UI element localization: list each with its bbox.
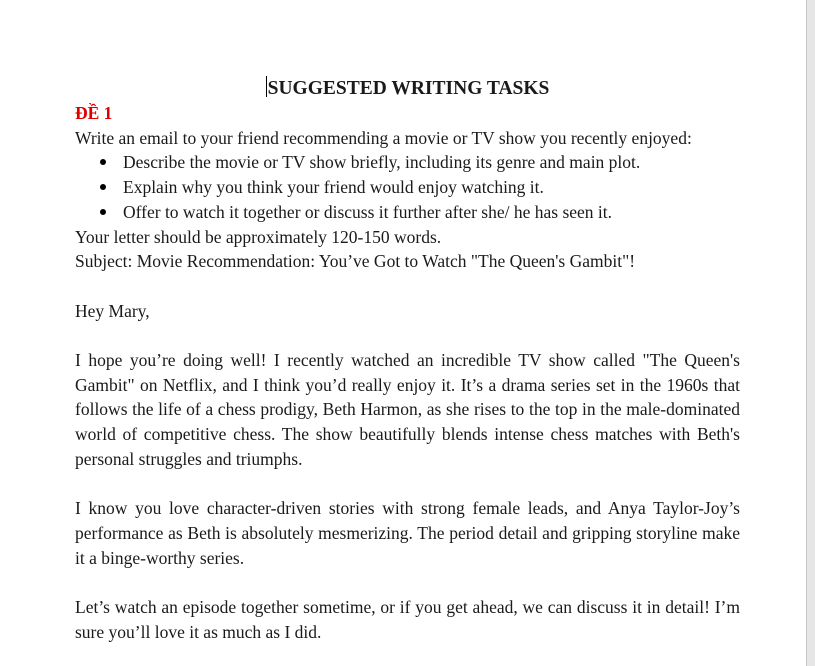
- text-cursor: [266, 76, 267, 97]
- blank-line: [75, 570, 740, 595]
- blank-line: [75, 472, 740, 497]
- task-bullet-text: Offer to watch it together or discuss it further after she/ he has seen it.: [123, 201, 613, 222]
- document-body[interactable]: [75, 76, 740, 644]
- blank-line: [75, 323, 740, 348]
- email-greeting: Hey Mary,: [75, 300, 150, 321]
- blank-line: [75, 274, 740, 299]
- task-bullet-item: [75, 175, 740, 200]
- bullet-icon: [100, 184, 106, 190]
- task-bullet-item: [75, 150, 740, 175]
- document-title: [75, 76, 740, 101]
- bullet-icon: [100, 159, 106, 165]
- email-subject: Subject: Movie Recommendation: You’ve Got to Watch "The Queen's Gambit"!: [75, 251, 636, 272]
- section-label: ĐỀ 1: [75, 103, 113, 123]
- email-paragraph-1: I hope you’re doing well! I recently watched an incredible TV show called "The Queen's Gambit" on Netflix, and I think you’d really enjoy it. It’s a drama series set in the 1960s that follows the life of a chess prodigy, Beth Harmon, as she rises to the top in the male-dominated world of competitive chess. The show beautifully blends intense chess matches with Beth's personal struggles and triumphs.: [75, 350, 740, 469]
- task-bullet-text: Explain why you think your friend would enjoy watching it.: [123, 177, 544, 198]
- task-bullet-list: [75, 150, 740, 224]
- bullet-icon: [100, 209, 106, 215]
- document-title-text: SUGGESTED WRITING TASKS: [267, 78, 550, 99]
- task-bullet-text: Describe the movie or TV show briefly, including its genre and main plot.: [123, 152, 641, 173]
- task-bullet-item: [75, 200, 740, 225]
- email-paragraph-3: Let’s watch an episode together sometime, or if you get ahead, we can discuss it in detail! I’m sure you’ll love it as much as I did.: [75, 597, 740, 642]
- email-paragraph-2: I know you love character-driven stories with strong female leads, and Anya Taylor-Joy’s performance as Beth is absolutely mesmerizing. The period detail and gripping storyline make it a binge-worthy series.: [75, 498, 740, 568]
- task-prompt: Write an email to your friend recommending a movie or TV show you recently enjoyed:: [75, 127, 692, 148]
- length-note: Your letter should be approximately 120-150 words.: [75, 226, 442, 247]
